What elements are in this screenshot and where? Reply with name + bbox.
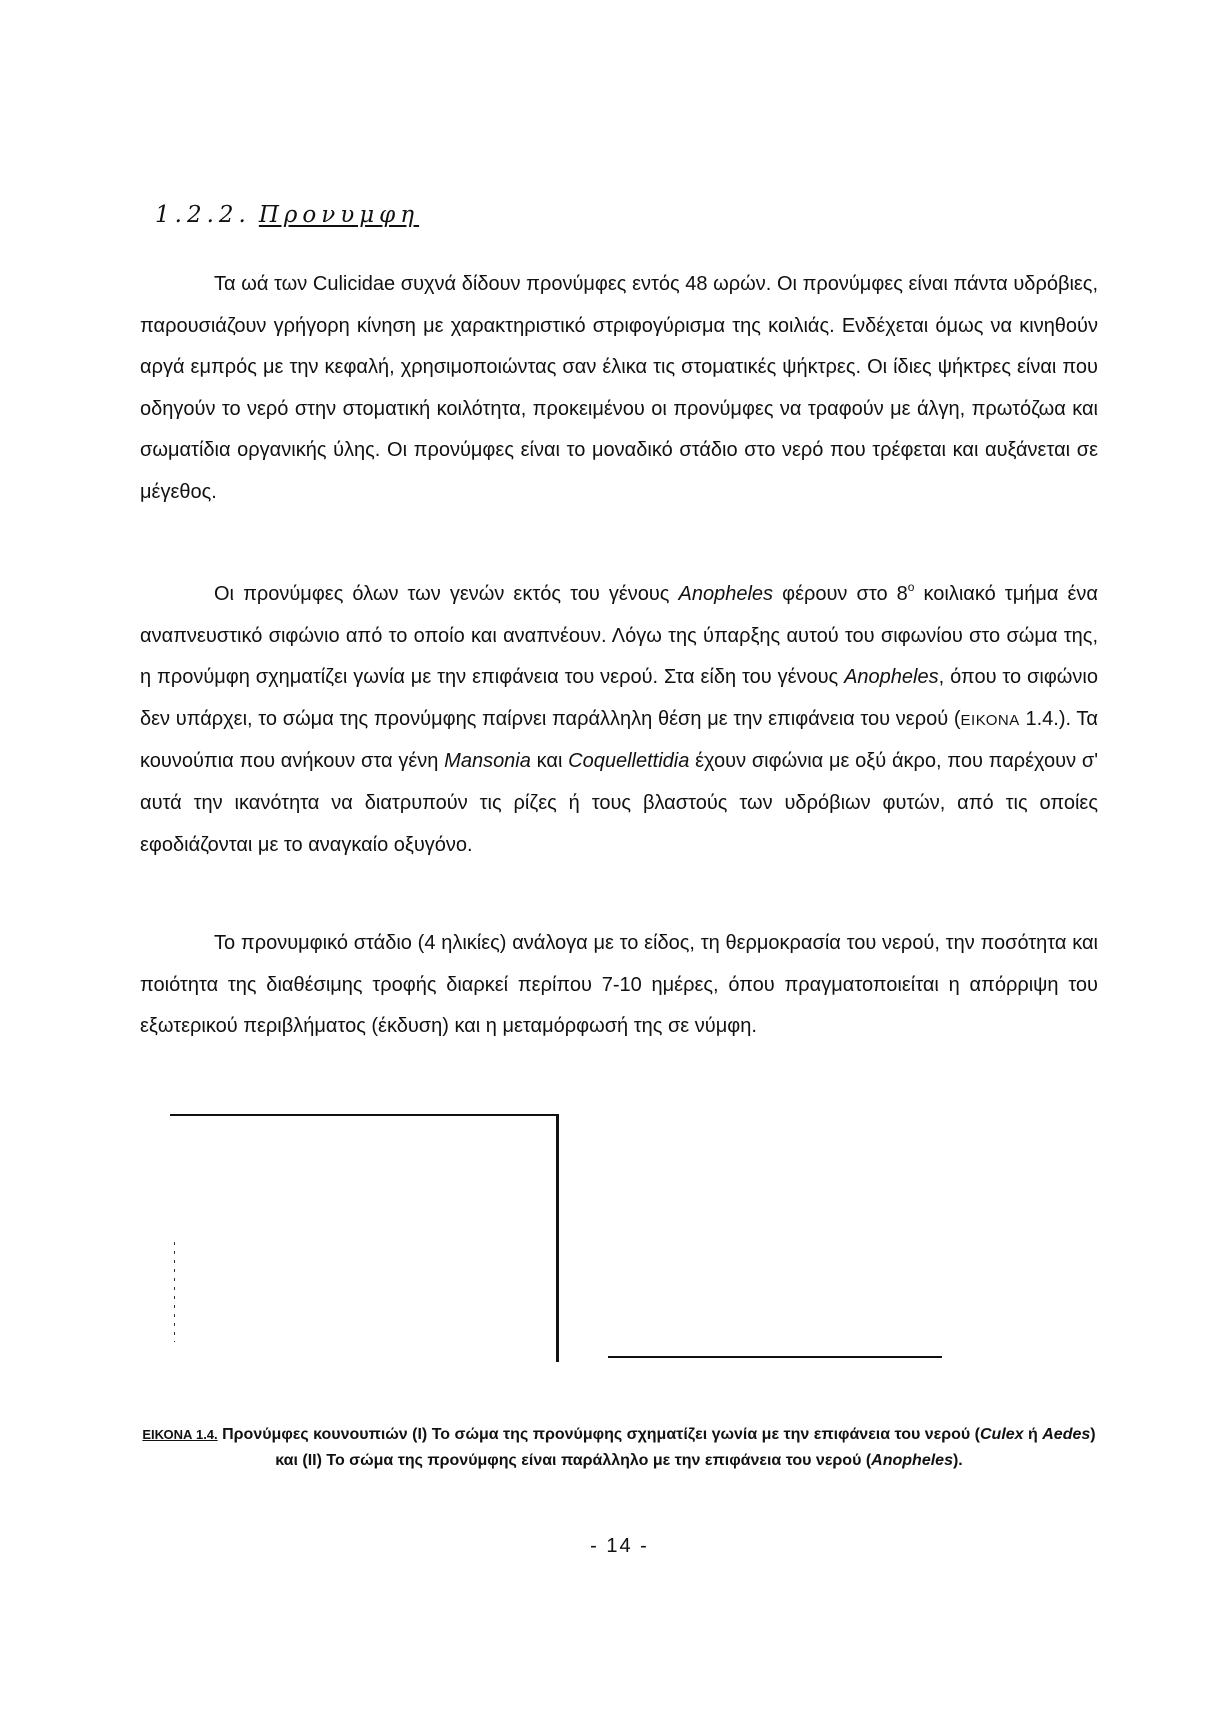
section-number: 1.2.2.: [155, 202, 251, 228]
p2-text-3: κοιλιακό τμήμα ένα αναπνευστικό σιφώνιο από το οποίο και αναπνέουν. Λόγω της ύπαρξης αυτού του σιφωνίου στο σώμα της, η προνύμφη σχηματίζει γωνία με την επιφάνεια του νερού. Στα είδη του γένους: [140, 583, 1098, 689]
figure-reference: ΕΙΚΟΝΑ: [960, 711, 1020, 729]
genus-anopheles: Anopheles: [678, 583, 774, 605]
genus-culex: Culex: [980, 1426, 1024, 1443]
p2-text-6: και: [530, 750, 569, 773]
genus-coquillettidia: Coquellettidia: [568, 750, 690, 773]
genus-anopheles: Anopheles: [844, 666, 939, 689]
paragraph-1: [140, 264, 1098, 514]
paragraph-2: [140, 574, 1098, 866]
water-surface-line: [608, 1356, 942, 1358]
water-surface-line: [170, 1114, 558, 1116]
dotted-mark: [174, 1242, 175, 1342]
p2-text-2: φέρουν στο 8: [773, 583, 908, 605]
caption-text-2: ή: [1023, 1426, 1043, 1443]
p2-text-5: 1.4.). Τα κουνούπια που ανήκουν στα γένη: [140, 707, 1098, 773]
genus-aedes: Aedes: [1042, 1426, 1091, 1443]
ordinal-superscript: ο: [907, 580, 915, 594]
paragraph-1-text: Τα ωά των Culicidae συχνά δίδουν προνύμφες εντός 48 ωρών. Οι προνύμφες είναι πάντα υδρόβιες, παρουσιάζουν γρήγορη κίνηση με χαρακτηριστικό στριφογύρισμα της κοιλιάς. Ενδέχεται όμως να κινηθούν αργά εμπρός με την κεφαλή, χρησιμοποιώντας σαν έλικα τις στοματικές ψήκτρες. Οι ίδιες ψήκτρες είναι που οδηγούν το νερό στην στοματική κοιλότητα, προκειμένου οι προνύμφες να τραφούν με άλγη, πρωτόζωα και σωματίδια οργανικής ύλης. Οι προνύμφες είναι το μοναδικό στάδιο στο νερό που τρέφεται και αυξάνεται σε μέγεθος.: [140, 273, 1098, 503]
section-heading: [155, 202, 419, 228]
caption-text-1: Προνύμφες κουνουπιών (I) Το σώμα της προνύμφης σχηματίζει γωνία με την επιφάνεια του νερού (: [217, 1426, 980, 1443]
figure-larvae-image: [160, 1108, 1000, 1408]
section-title: Προνυμφη: [258, 202, 420, 228]
genus-anopheles: Anopheles: [871, 1452, 953, 1469]
figure-divider: [556, 1114, 559, 1362]
caption-label: ΕΙΚΟΝΑ 1.4.: [142, 1427, 218, 1442]
p2-text-1: Οι προνύμφες όλων των γενών εκτός του γένους: [214, 583, 679, 605]
genus-mansonia: Mansonia: [444, 750, 531, 773]
p2-text-4: , όπου το σιφώνιο δεν υπάρχει, το σώμα της προνύμφης παίρνει παράλληλη θέση με την επιφάνεια του νερού (: [140, 666, 1098, 730]
paragraph-3-text: Το προνυμφικό στάδιο (4 ηλικίες) ανάλογα με το είδος, τη θερμοκρασία του νερού, την ποσότητα και ποιότητα της διαθέσιμης τροφής διαρκεί περίπου 7-10 ημέρες, όπου πραγματοποιείται η απόρριψη του εξωτερικού περιβλήματος (έκδυση) και η μεταμόρφωσή της σε νύμφη.: [140, 932, 1098, 1038]
figure-caption: [140, 1422, 1098, 1474]
caption-text-4: ).: [952, 1452, 963, 1469]
paragraph-3: [140, 923, 1098, 1048]
caption-text-3: ) και (II) Το σώμα της προνύμφης είναι παράλληλο με την επιφάνεια του νερού (: [275, 1426, 1096, 1469]
p2-text-7: έχουν σιφώνια με οξύ άκρο, που παρέχουν σ' αυτά την ικανότητα να διατρυπούν τις ρίζες ή τους βλαστούς των υδρόβιων φυτών, από τις οποίες εφοδιάζονται με το αναγκαίο οξυγόνο.: [140, 750, 1099, 856]
page-number: - 14 -: [590, 1535, 649, 1557]
